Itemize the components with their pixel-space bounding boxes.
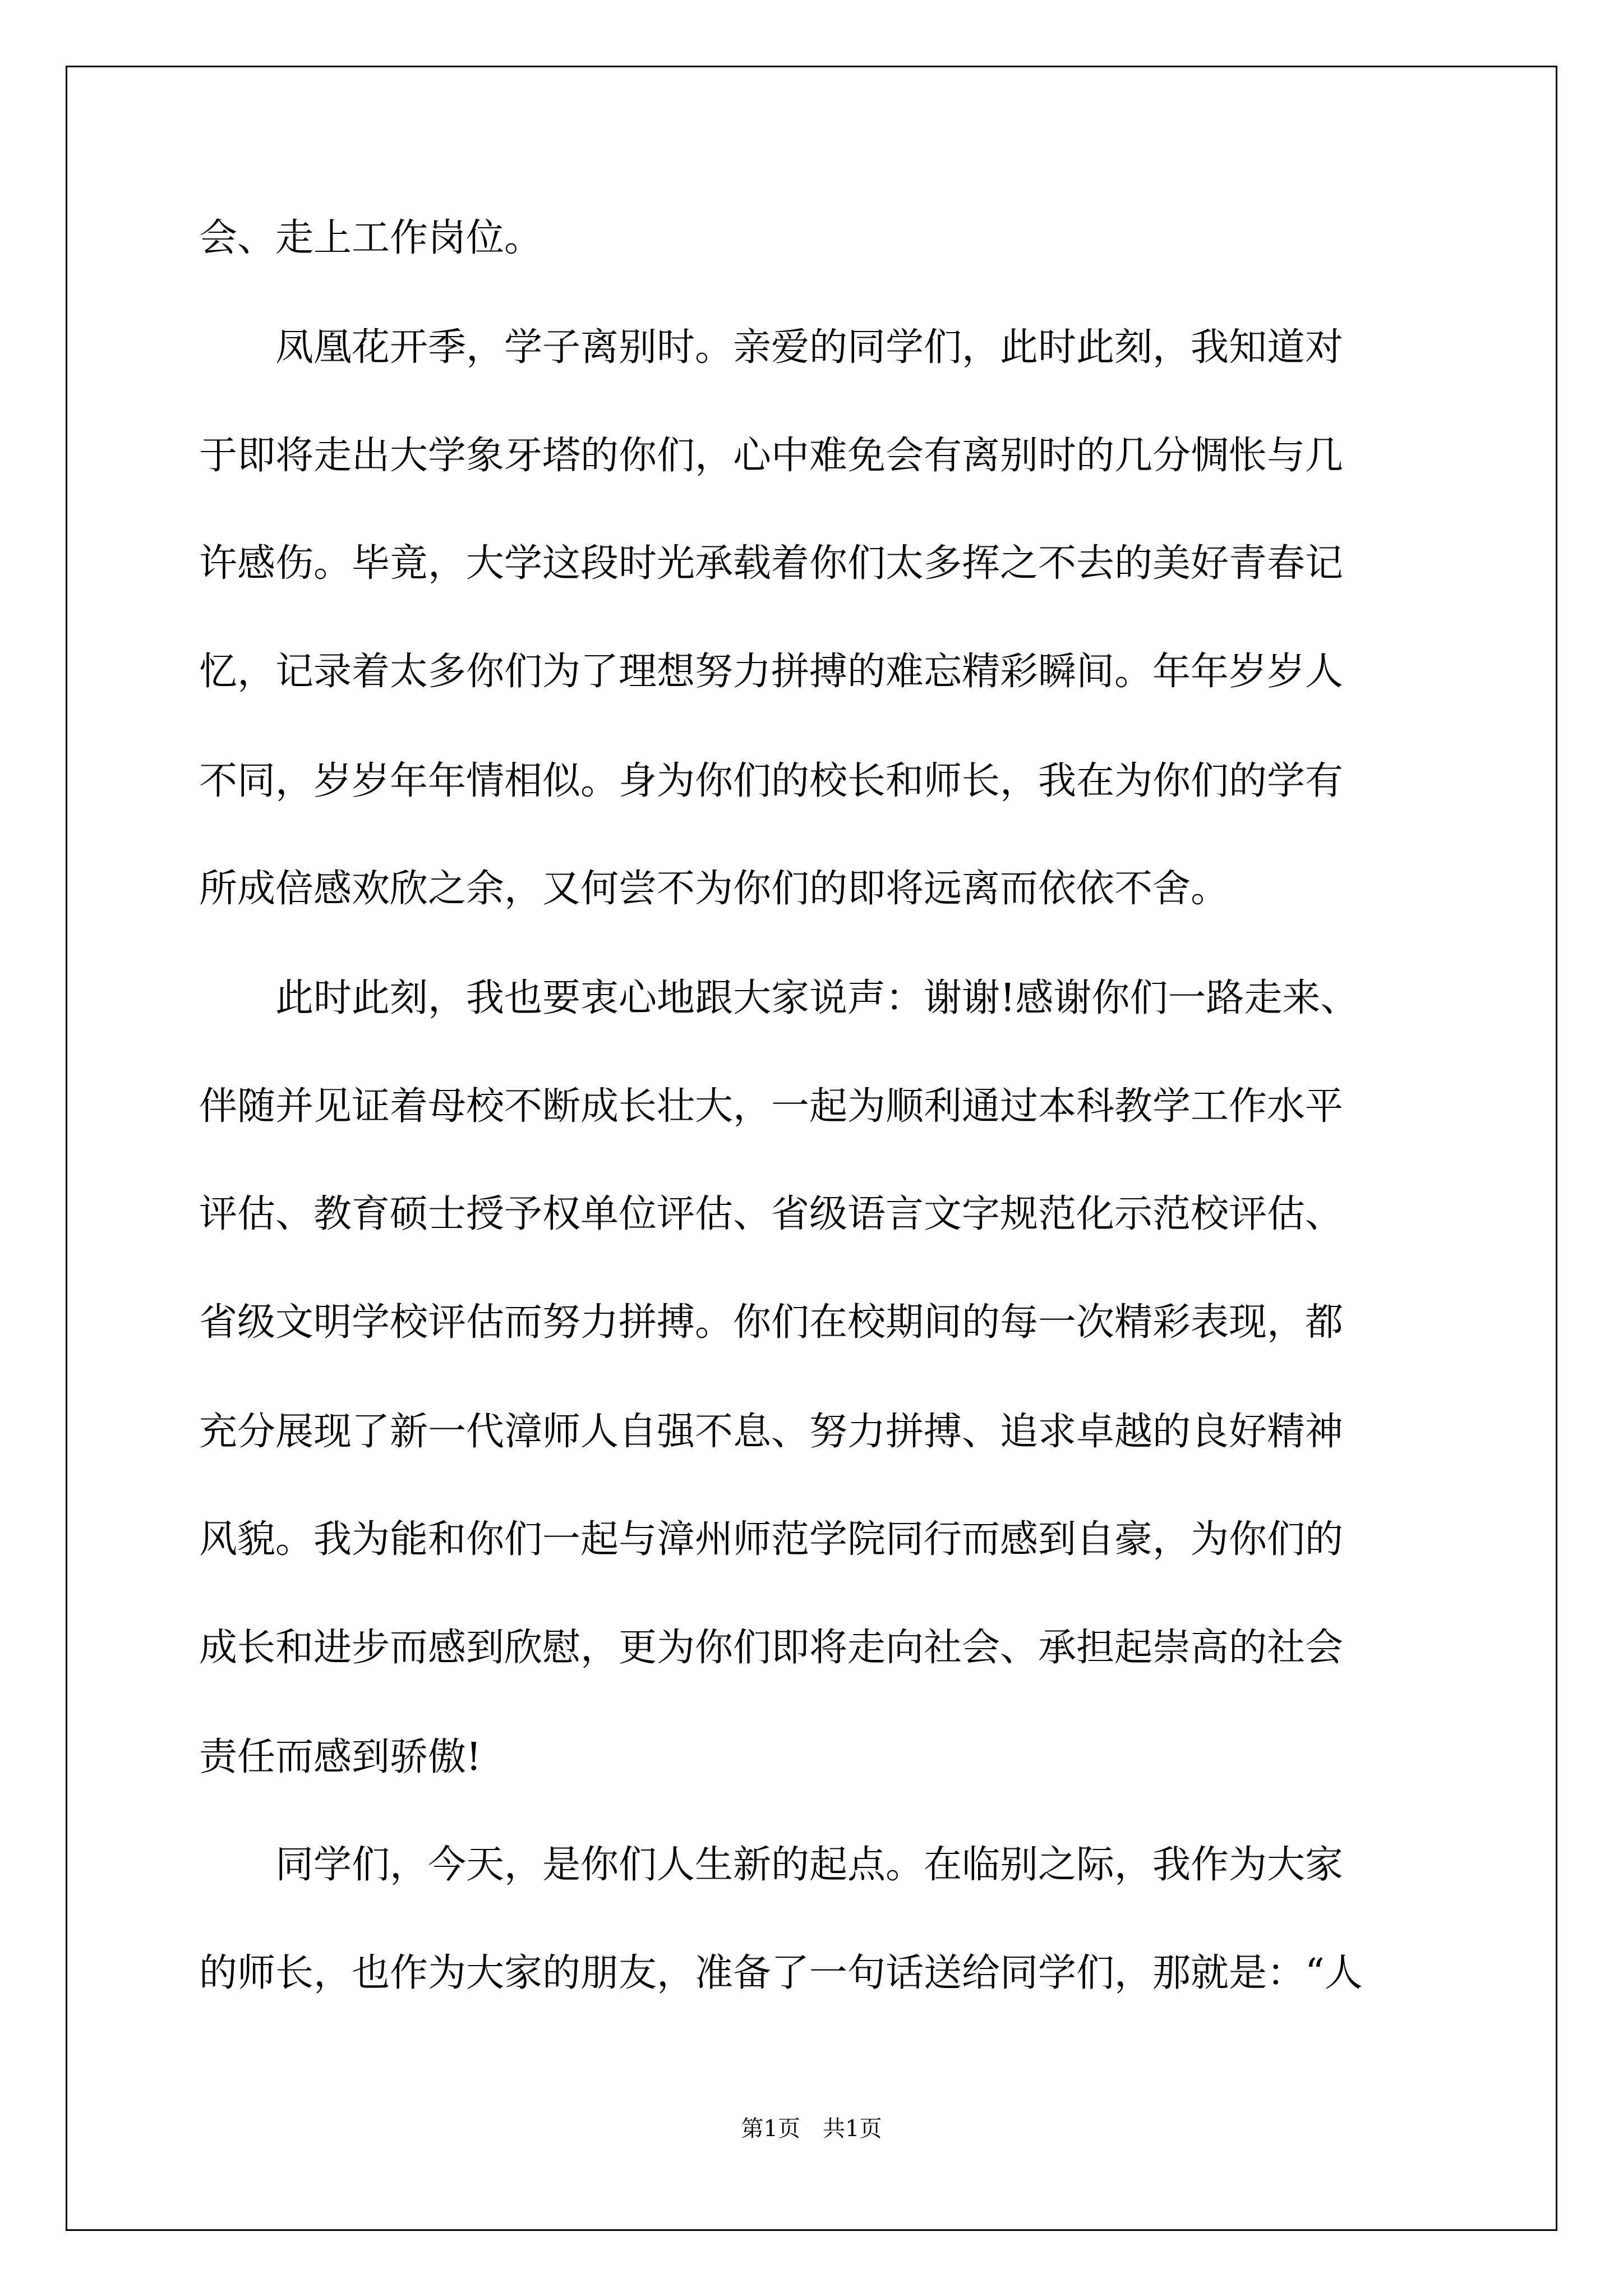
text-line: 风貌。我为能和你们一起与漳州师范学院同行而感到自豪，为你们的 [199,1517,1344,1562]
text-line: 所成倍感欢欣之余，又何尝不为你们的即将远离而依依不舍。 [199,867,1229,911]
text-line: 责任而感到骄傲! [199,1735,482,1779]
text-line: 同学们，今天，是你们人生新的起点。在临别之际，我作为大家 [199,1843,1344,1887]
text-line: 省级文明学校评估而努力拼搏。你们在校期间的每一次精彩表现，都 [199,1300,1344,1345]
text-line: 不同，岁岁年年情相似。身为你们的校长和师长，我在为你们的学有 [199,759,1344,803]
text-line: 许感伤。毕竟，大学这段时光承载着你们太多挥之不去的美好青春记 [199,541,1344,586]
text-line: 的师长，也作为大家的朋友，准备了一句话送给同学们，那就是：“人 [199,1951,1363,1995]
text-line: 忆，记录着太多你们为了理想努力拼搏的难忘精彩瞬间。年年岁岁人 [199,650,1344,694]
text-line: 成长和进步而感到欣慰，更为你们即将走向社会、承担起崇高的社会 [199,1626,1344,1670]
text-line: 此时此刻，我也要衷心地跟大家说声：谢谢!感谢你们一路走来、 [199,976,1359,1020]
text-line: 于即将走出大学象牙塔的你们，心中难免会有离别时的几分惆怅与几 [199,434,1344,478]
text-line: 伴随并见证着母校不断成长壮大，一起为顺利通过本科教学工作水平 [199,1084,1344,1129]
text-line: 会、走上工作岗位。 [199,216,543,260]
page-number-footer: 第1页 共1页 [741,2116,882,2142]
text-line: 凤凰花开季，学子离别时。亲爱的同学们，此时此刻，我知道对 [199,325,1344,370]
text-line: 充分展现了新一代漳师人自强不息、努力拼搏、追求卓越的良好精神 [199,1410,1344,1454]
text-line: 评估、教育硕士授予权单位评估、省级语言文字规范化示范校评估、 [199,1192,1344,1236]
page-border [66,66,1557,2231]
